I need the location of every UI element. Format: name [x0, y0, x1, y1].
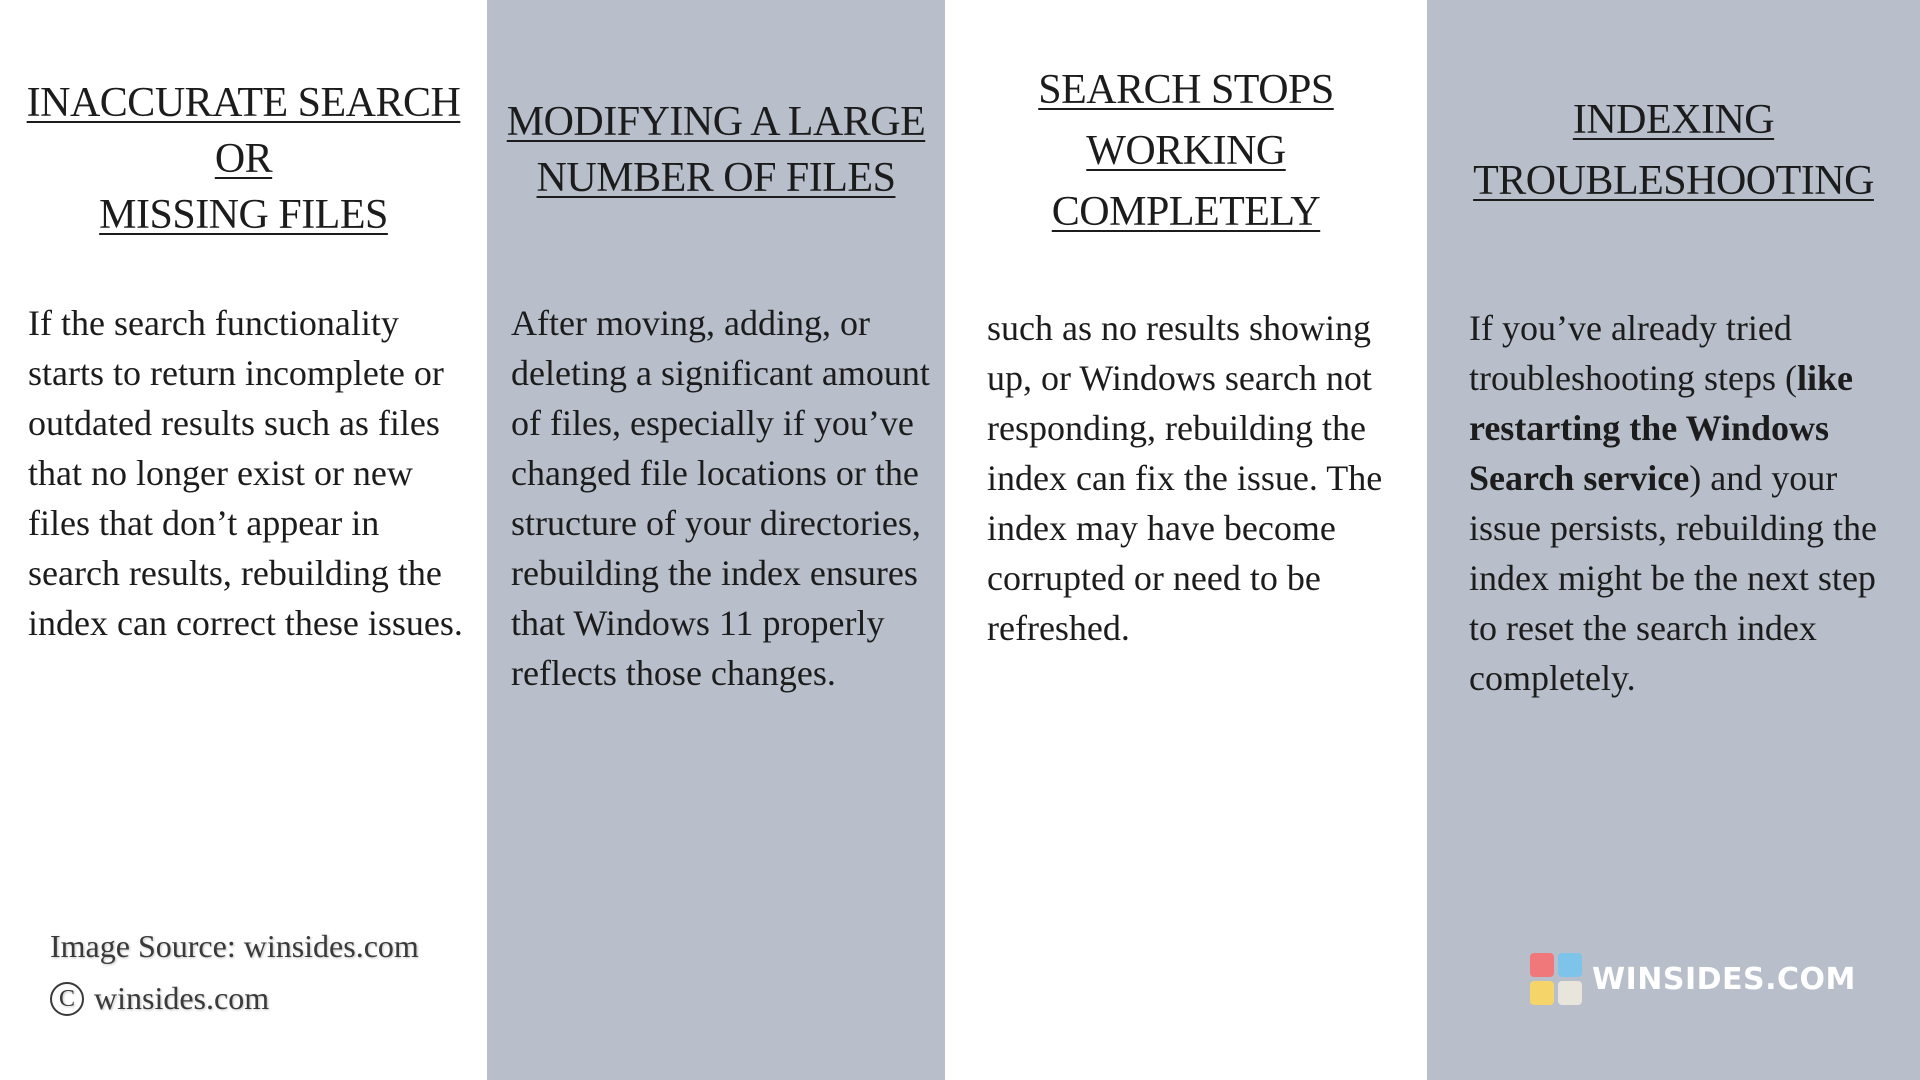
title-line: MISSING FILES [99, 192, 388, 238]
column-search-stops [945, 0, 1427, 1080]
column-title [1427, 90, 1920, 212]
title-line: WORKING [1086, 128, 1286, 174]
title-line: SEARCH STOPS [1038, 67, 1334, 113]
image-source-text: Image Source: winsides.com [50, 928, 419, 964]
column-body: such as no results showing up, or Windows search not responding, rebuilding the index can fix the issue. The index may have become corrupted or need to be refreshed. [987, 308, 1383, 648]
copyright-line [50, 980, 269, 1017]
column-body: If the search functionality starts to return incomplete or outdated results such as files that no longer exist or new files that don’t appear in search results, rebuilding the index can correct these issues. [28, 303, 463, 643]
column-title [945, 60, 1427, 243]
column-indexing-troubleshooting [1427, 0, 1920, 1080]
windows-logo-icon [1530, 953, 1582, 1005]
column-inaccurate-search [0, 0, 487, 1080]
title-line: OR [214, 136, 273, 182]
logo-tile [1530, 953, 1554, 977]
column-modifying-files [487, 0, 945, 1080]
column-title [0, 75, 487, 243]
title-line: TROUBLESHOOTING [1473, 158, 1874, 204]
column-body [1469, 303, 1899, 703]
title-line: MODIFYING A LARGE [506, 99, 926, 145]
body-bold-text: like restarting the Windows Search service [1469, 358, 1853, 498]
column-body: After moving, adding, or deleting a significant amount of files, especially if you’ve changed file locations or the structure of your directories, rebuilding the index ensures that Windows 11 properly reflects those changes. [511, 303, 930, 693]
logo-text: WINSIDES.COM [1592, 961, 1856, 997]
copyright-text: winsides.com [94, 980, 270, 1016]
winsides-logo [1530, 953, 1856, 1005]
body-text: If you’ve already tried troubleshooting steps ( [1469, 308, 1797, 398]
column-title [487, 94, 945, 206]
copyright-icon: C [50, 982, 84, 1016]
title-line: NUMBER OF FILES [536, 155, 896, 201]
body-text: ) and your issue persists, rebuilding the index might be the next step to reset the search index completely. [1469, 458, 1877, 698]
title-line: INDEXING [1572, 97, 1775, 143]
logo-tile [1558, 953, 1582, 977]
title-line: INACCURATE SEARCH [26, 80, 461, 126]
title-line: COMPLETELY [1051, 189, 1321, 235]
logo-tile [1558, 981, 1582, 1005]
logo-tile [1530, 981, 1554, 1005]
